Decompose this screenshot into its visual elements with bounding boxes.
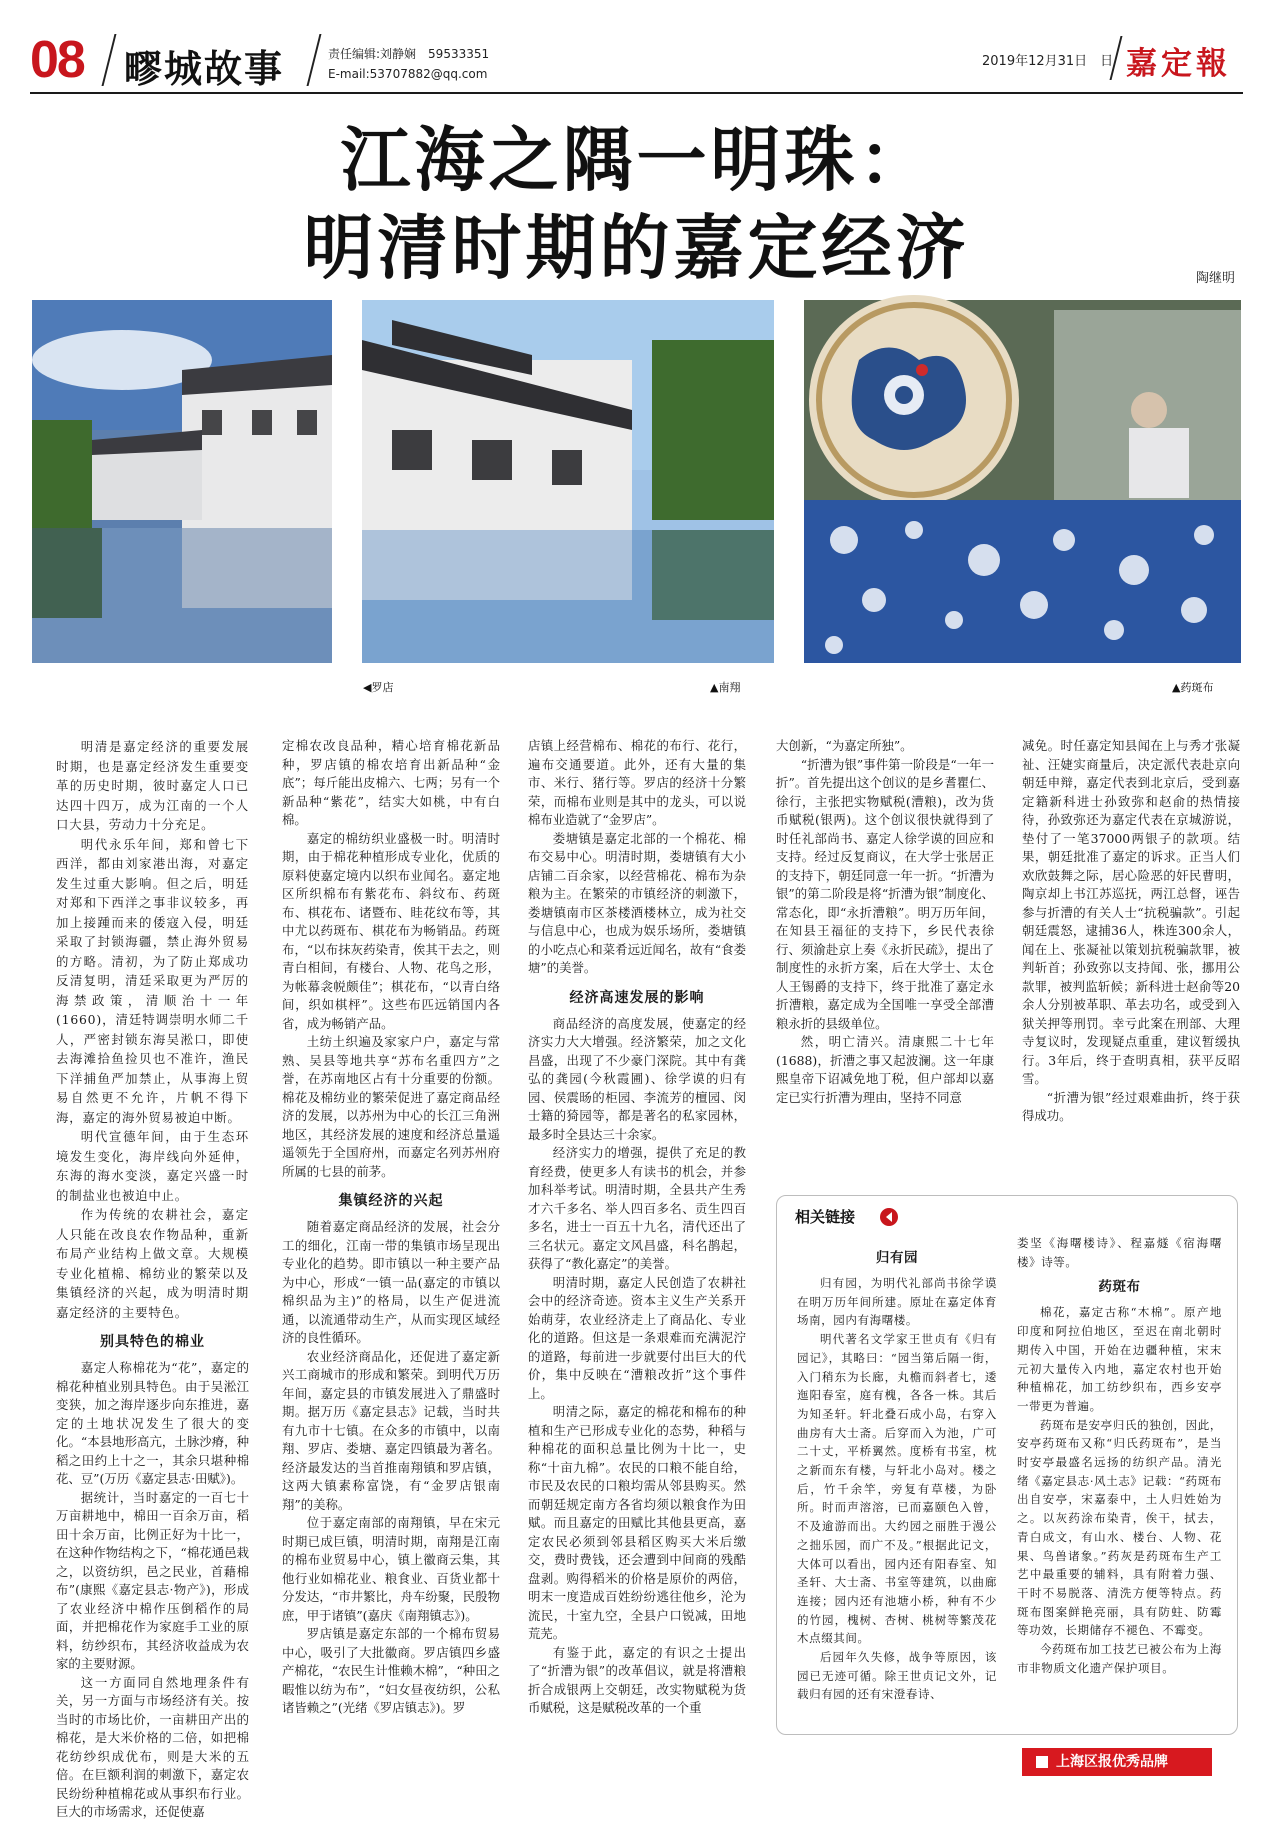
- paragraph: 明清之际，嘉定的棉花和棉布的种植和生产已形成专业化的态势，种稻与种棉花的面积总量比例为十比一，史称“十亩九棉”。农民的口粮不能自给，市民及农民的口粮均需从邻县购买。然而朝廷规定南方各省均须以粮食作为田赋。而且嘉定的田赋比其他县更高，嘉定农民必须到邻县稻区购买大米后缴交，费时费钱，还会遭到中间商的残酷盘剥。购得稻米的价格是原价的两倍，明末一度造成百姓纷纷逃往他乡，沦为流民，十室九空，全县户口锐减，田地荒芜。: [528, 1404, 746, 1641]
- paragraph: 棉花，嘉定古称“木棉”。原产地印度和阿拉伯地区，至迟在南北朝时期传入中国，开始在边疆种植，宋末元初大量传入内地，嘉定农村也开始种植棉花，加工纺纱织布，西乡安亭一带更为普遍。: [1017, 1305, 1222, 1413]
- photo-nanxiang: [362, 300, 774, 663]
- photo-caption: ▲药斑布: [1172, 681, 1214, 694]
- paragraph: 归有园，为明代礼部尚书徐学谟在明万历年间所建。原址在嘉定体育场南，园内有海曙楼。: [797, 1276, 997, 1328]
- photo-yaobanbu: [804, 300, 1241, 663]
- section-heading: 别具特色的棉业: [100, 1334, 205, 1350]
- paragraph: 商品经济的高度发展，使嘉定的经济实力大大增强。经济繁荣，加之文化昌盛，出现了不少豪门深院。其中有龚弘的龚园(今秋霞圃)、徐学谟的归有园、侯震旸的柜园、李流芳的檀园、闵士籍的猗园等，都是著名的私家园林，最多时全县达三十余家。: [528, 1015, 746, 1142]
- article-column-4: [776, 737, 994, 1177]
- paragraph: 罗店镇是嘉定东部的一个棉布贸易中心，吸引了大批徽商。罗店镇四乡盛产棉花，“农民生计惟赖木棉”，“种田之暇惟以纺为布”，“妇女昼夜纺织，公私诸皆赖之”(光绪《罗店镇志》)。罗: [282, 1626, 500, 1715]
- paragraph: 减免。时任嘉定知县闻在上与秀才张凝祉、汪婕实商量后，决定派代表赴京向朝廷申辩，嘉定代表到北京后，受到嘉定籍新科进士孙致弥和赵俞的热情接待，孙致弥还为嘉定代表在京城游说，垫付了一笔37000两银子的款项。结果，朝廷批准了嘉定的诉求。正当人们欢欣鼓舞之际，居心险恶的奸民曹明，陶京却上书江苏巡抚，两江总督，诬告参与折漕的有关人士“抗税骗款”。引起朝廷震怒，逮捕36人，株连300余人，闻在上、张凝祉以策划抗税骗款罪，被判斩首；孙致弥以支持闻、张，挪用公款罪，被判监斩候；新科进士赵俞等20余人分别被革职、革去功名，或受到入狱关押等刑罚。幸亏此案在刑部、大理寺复议时，发现疑点重重，建议暂缓执行。3年后，终于查明真相，获平反昭雪。: [1022, 738, 1240, 1086]
- paragraph: 大创新，“为嘉定所独”。: [776, 738, 913, 753]
- section-heading: 经济高速发展的影响: [569, 989, 705, 1006]
- paragraph: 位于嘉定南部的南翔镇，早在宋元时期已成巨镇，明清时期，南翔是江南的棉布业贸易中心，镇上徽商云集，其他行业如棉花业、粮食业、百货业都十分发达，“市井繁比，舟车纷聚，民殷物庶，甲于诸镇”(嘉庆《南翔镇志》)。: [282, 1515, 500, 1623]
- square-icon: [1036, 1756, 1048, 1768]
- brand-label: 上海区报优秀品牌: [1056, 1754, 1168, 1770]
- paragraph: 明代著名文学家王世贞有《归有园记》，其略曰：“园当第后隔一街，入门稍东为长廊，丸檐而斜者七，逶迤阳春室，庭有槐，各各一株。其后为知圣轩。轩北叠石成小岛，右穿入曲房有大士斋。后穿而入为池，广可二十丈，平桥翼然。度桥有书室，枕之新而东有楼，与轩北小岛对。楼之后，竹千余竿，旁复有草楼，为卧所。时而声溶溶，已而嘉颐色入曾，不及逾游而出。大约园之丽胜于漫公之拙乐园，而广不及。”根据此记文，大体可以看出，园内还有阳春室、知圣轩、大士斋、书室等建筑，以曲廊连接；园内还有池塘小桥，种有不少的竹园，槐树、杏树、桃树等繁茂花木点缀其间。: [797, 1332, 997, 1646]
- paragraph: 经济实力的增强，提供了充足的教育经费，使更多人有读书的机会，并参加科举考试。明清时期，全县共产生秀才六千多名、举人四百多名、贡生四百多名，进士一百五十九名，清代还出了三名状元。嘉定文风昌盛，科名鹊起，获得了“教化嘉定”的美誉。: [528, 1145, 746, 1271]
- article-headline: [0, 116, 1273, 292]
- paragraph: 嘉定人称棉花为“花”，嘉定的棉花种植业别具特色。由于吴淞江变狭，加之海岸逐步向东推进，嘉定的土地状况发生了很大的变化。“本县地形高亢，土脉沙瘠，种稻之田约上十之一，其余只堪种棉花、豆”(万历《嘉定县志·田赋》)。: [56, 1360, 249, 1486]
- paragraph: 作为传统的农耕社会，嘉定人只能在改良农作物品种，重新布局产业结构上做文章。大规模专业化植棉、棉纺业的繁荣以及集镇经济的兴起，成为明清时期嘉定经济的主要特色。: [56, 1207, 249, 1320]
- brand-badge: [1022, 1748, 1212, 1776]
- section-heading: 归有园: [875, 1250, 919, 1266]
- email-line: E-mail:53707882@qq.com: [328, 67, 488, 81]
- editor-info: [328, 44, 489, 84]
- paragraph: 明清时期，嘉定人民创造了农耕社会中的经济奇迹。资本主义生产关系开始萌芽，农业经济走上了商品化、专业化的道路。但这是一条艰难而充满泥泞的道路，每前进一步就要付出巨大的代价，集中反映在“漕粮改折”这个事件上。: [528, 1274, 746, 1401]
- paragraph: “折漕为银”事件第一阶段是“一年一折”。首先提出这个创议的是乡耆瞿仁、徐行，主张把实物赋税(漕粮)，改为货币赋税(银两)。这个创议很快就得到了时任礼部尚书、嘉定人徐学谟的回应和支持。经过反复商议，在大学士张居正的支持下，朝廷同意一年一折。“折漕为银”的第二阶段是将“折漕为银”制度化、常态化，即“永折漕粮”。明万历年间，在知县王福征的支持下，乡民代表徐行、须渝赴京上奏《永折民疏》，提出了制度性的永折方案，后在大学士、太仓人王锡爵的支持下，终于批准了嘉定永折漕粮，嘉定成为全国唯一享受全部漕粮永折的县级单位。: [776, 756, 994, 1031]
- newspaper-masthead: 嘉定報: [1126, 46, 1231, 82]
- photo-caption: ▲南翔: [710, 681, 741, 694]
- paragraph: 娄坚《海曙楼诗》、程嘉燧《宿海曙楼》诗等。: [1017, 1236, 1222, 1269]
- header-divider: [102, 34, 117, 86]
- related-column-left: [797, 1242, 997, 1726]
- paragraph: 明代永乐年间，郑和曾七下西洋，都由刘家港出海，对嘉定发生过重大影响。但之后，明廷对郑和下西洋之事非议较多，再加上接踵而来的倭寇入侵，明廷采取了封锁海疆，禁止海外贸易的方略。清初，为了防止郑成功反清复明，清廷采取更为严厉的海禁政策，清顺治十一年(1660)，清廷特调崇明水师二千人，严密封锁东海吴淞口，即使去海滩拾鱼捡贝也不准许，渔民下洋捕鱼严加禁止，从事海上贸易自然更不允许，片帆不得下海，嘉定的海外贸易被迫中断。: [56, 836, 249, 1125]
- headline-line: 江海之隅一明珠：: [340, 118, 933, 201]
- related-column-right: [1017, 1234, 1222, 1726]
- issue-date: 2019年12月31日 日: [982, 54, 1114, 69]
- photo-luodian: [32, 300, 332, 663]
- paragraph: 明清是嘉定经济的重要发展时期，也是嘉定经济发生重要变革的历史时期，彼时嘉定人口已达四十四万，成为江南的一个人口大县，劳动力十分充足。: [56, 739, 249, 832]
- paragraph: 这一方面同自然地理条件有关，另一方面与市场经济有关。按当时的市场比价，一亩耕田产出的棉花，是大米价格的二倍，如把棉花纺纱织成优布，则是大米的五倍。在巨额利润的刺激下，嘉定农民纷纷种植棉花或从事织布行业。巨大的市场需求，还促使嘉: [56, 1674, 249, 1819]
- section-title: 疁城故事: [124, 46, 285, 91]
- paragraph: “折漕为银”经过艰难曲折，终于获得成功。: [1022, 1089, 1240, 1123]
- header-rule: [30, 92, 1243, 94]
- photo-caption: ◀罗店: [363, 681, 394, 694]
- article-column-2: [282, 737, 500, 1752]
- paragraph: 后园年久失修，战争等原因，该园已无迹可循。除王世贞记文外，记载归有园的还有宋澄春诗、: [797, 1650, 997, 1702]
- article-column-3: [528, 737, 746, 1752]
- paragraph: 有鉴于此，嘉定的有识之士提出了“折漕为银”的改革倡议，就是将漕粮折合成银两上交朝廷，改实物赋税为货币赋税，这是赋税改革的一个重: [528, 1644, 746, 1715]
- paragraph: 嘉定的棉纺织业盛极一时。明清时期，由于棉花种植形成专业化，优质的原料使嘉定境内以织布业闻名。嘉定地区所织棉布有紫花布、斜纹布、药斑布、棋花布、诸暨布、眭花纹布等，其中尤以药斑布、棋花布为畅销品。药斑布，“以布抹灰药染青，俟其干去之，则青白相间，有楼台、人物、花鸟之形，为帐幕衾帨颇佳”；棋花布，“以青白络间，织如棋枰”。这些布匹远销国内各省，成为畅销产品。: [282, 830, 500, 1031]
- header-divider: [307, 34, 322, 86]
- paragraph: 据统计，当时嘉定的一百七十万亩耕地中，棉田一百余万亩，稻田十余万亩，比例正好为十比一，在这种作物结构之下，“棉花通邑栽之，以资纺织，邑之民业，首藉棉布”(康熙《嘉定县志·物产》)，形成了农业经济中棉作压倒稻作的局面，并把棉花作为家庭手工业的原料，纺纱织布，其经济收益成为农家的主要财源。: [56, 1489, 249, 1671]
- author-byline: 陶继明: [1196, 271, 1236, 286]
- paragraph: 农业经济商品化，还促进了嘉定新兴工商城市的形成和繁荣。到明代万历年间，嘉定县的市镇发展进入了鼎盛时期。据万历《嘉定县志》记载，当时共有九市十七镇。在众多的市镇中，以南翔、罗店、娄塘、嘉定四镇最为著名。经济最发达的当首推南翔镇和罗店镇，这两大镇素称富饶，有“金罗店银南翔”的美称。: [282, 1348, 500, 1512]
- headline-line: 明清时期的嘉定经济: [303, 206, 970, 289]
- page-number: 08: [30, 31, 84, 89]
- paragraph: 店镇上经营棉布、棉花的布行、花行，遍布交通要道。此外，还有大量的集市、米行、猪行等。罗店的经济十分繁荣，而棉布业则是其中的龙头，可以说棉布业造就了“金罗店”。: [528, 738, 746, 827]
- paragraph: 土纺土织遍及家家户户，嘉定与常熟、吴县等地共享“苏布名重四方”之誉，在苏南地区占有十分重要的份额。棉花及棉纺业的繁荣促进了嘉定商品经济的发展，以苏州为中心的长江三角洲地区，其经济发展的速度和经济总量遥遥领先于全国府州，而嘉定名列苏州府所属的七县的前茅。: [282, 1034, 500, 1179]
- page-header: [0, 0, 1273, 100]
- article-column-5: [1022, 737, 1240, 1177]
- paragraph: 然，明亡清兴。清康熙二十七年(1688)，折漕之事又起波澜。这一年康熙皇帝下诏减免地丁税，但户部却以嘉定已实行折漕为理由，坚持不同意: [776, 1034, 994, 1105]
- paragraph: 药斑布是安亭归氏的独创，因此，安亭药斑布又称“归氏药斑布”，是当时安亭最盛名远扬的纺织产品。清光绪《嘉定县志·风土志》记载：“药斑布出自安亭，宋嘉泰中，土人归姓始为之。以灰药涂布染青，俟干，拭去，青白成文，有山水、楼台、人物、花果、鸟兽诸象。”药灰是药斑布生产工艺中最重要的辅料，具有附着力强、干时不易脱落、清洗方便等特点。药斑布图案鲜艳亮丽，具有防蛀、防霉等功效，长期储存不褪色、不霉变。: [1017, 1417, 1222, 1638]
- arrow-left-icon: [880, 1208, 898, 1226]
- section-heading: 药斑布: [1098, 1279, 1141, 1296]
- section-heading: 集镇经济的兴起: [338, 1193, 444, 1209]
- paragraph: 娄塘镇是嘉定北部的一个棉花、棉布交易中心。明清时期，娄塘镇有大小店铺二百余家，以经营棉花、棉布为杂粮为主。在繁荣的市镇经济的刺激下，娄塘镇南市区茶楼酒楼林立，成为社交与信息中心，也成为娱乐场所，娄塘镇的小吃点心和菜肴远近闻名，故有“食娄塘”的美誉。: [528, 830, 746, 975]
- related-links-box: [776, 1195, 1238, 1735]
- paragraph: 明代宣德年间，由于生态环境发生变化，海岸线向外延伸，东海的海水变淡，嘉定兴盛一时的制盐业也被迫中止。: [56, 1129, 249, 1203]
- paragraph: 今药斑布加工技艺已被公布为上海市非物质文化遗产保护项目。: [1017, 1642, 1222, 1675]
- article-column-1: [56, 737, 249, 1819]
- editor-line: 责任编辑:刘静娴 59533351: [328, 47, 490, 61]
- paragraph: 随着嘉定商品经济的发展，社会分工的细化，江南一带的集镇市场呈现出专业化的趋势。即市镇以一种主要产品为中心，形成“一镇一品(嘉定的市镇以棉织品为主)”的格局，以生产促进流通，以流通带动生产，从而实现区域经济的良性循环。: [282, 1219, 500, 1345]
- paragraph: 定棉农改良品种，精心培育棉花新品种，罗店镇的棉农培育出新品种“金底”；每斤能出皮棉六、七两；另有一个新品种“紫花”，结实大如桃，中有白棉。: [282, 738, 500, 827]
- related-links-title: 相关链接: [795, 1208, 856, 1226]
